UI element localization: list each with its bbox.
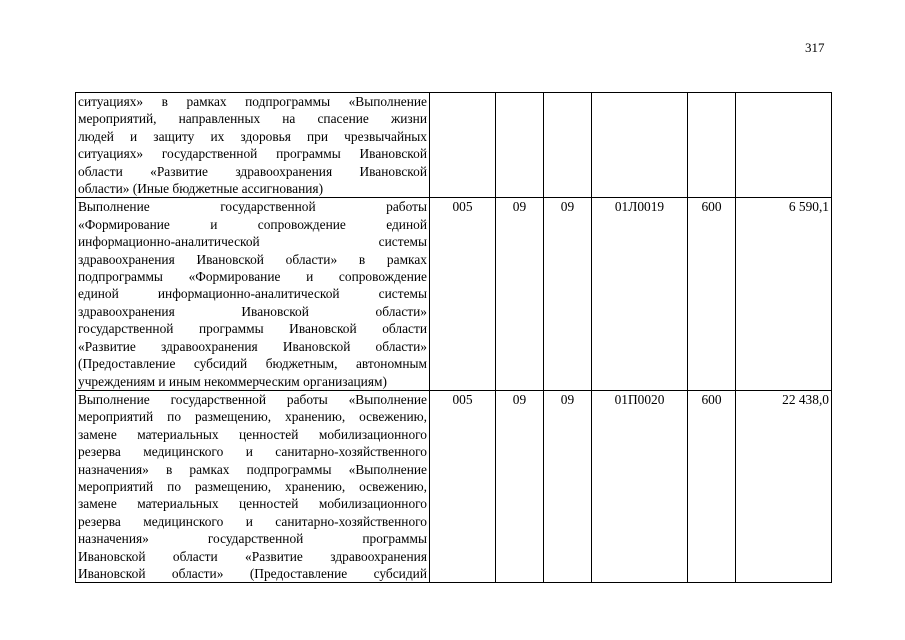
amount-value: 22 438,0 — [736, 390, 832, 582]
description-line: «Формирование и сопровождение единой — [78, 216, 427, 232]
description-line: подпрограммы «Формирование и сопровождение — [78, 269, 427, 285]
subsection-code — [544, 93, 592, 198]
table-row — [76, 390, 832, 582]
description-line: здравоохранения Ивановской области» в рамках — [78, 251, 427, 267]
target-article-code: 01Л0019 — [592, 198, 688, 390]
target-article-code — [592, 93, 688, 198]
description-line: людей и защиту их здоровья при чрезвычайных — [78, 128, 427, 144]
description-line: мероприятий, направленных на спасение жизни — [78, 111, 427, 127]
subsection-code: 09 — [544, 390, 592, 582]
description-line: «Развитие здравоохранения Ивановской области» — [78, 338, 427, 354]
description-line: замене материальных ценностей мобилизационного — [78, 426, 427, 442]
description-line: Выполнение государственной работы «Выполнение — [78, 391, 427, 407]
expense-type-code: 600 — [688, 198, 736, 390]
target-article-code: 01П0020 — [592, 390, 688, 582]
row-description — [76, 390, 430, 582]
amount-value — [736, 93, 832, 198]
section-code — [496, 93, 544, 198]
description-line: назначения» в рамках подпрограммы «Выполнение — [78, 461, 427, 477]
description-line: учреждениям и иным некоммерческим организациям) — [78, 373, 387, 389]
amount-value: 6 590,1 — [736, 198, 832, 390]
description-line: ситуациях» государственной программы Ивановской — [78, 146, 427, 162]
description-line: (Предоставление субсидий бюджетным, автономным — [78, 356, 427, 372]
description-line: области «Развитие здравоохранения Ивановской — [78, 163, 427, 179]
ministry-code: 005 — [430, 198, 496, 390]
ministry-code: 005 — [430, 390, 496, 582]
subsection-code: 09 — [544, 198, 592, 390]
ministry-code — [430, 93, 496, 198]
description-line: замене материальных ценностей мобилизационного — [78, 496, 427, 512]
description-line: Ивановской области «Развитие здравоохранения — [78, 548, 427, 564]
page-number: 317 — [805, 40, 825, 55]
row-description — [76, 93, 430, 198]
description-line: государственной программы Ивановской области — [78, 321, 427, 337]
description-line: области» (Иные бюджетные ассигнования) — [78, 181, 324, 197]
budget-table — [75, 92, 832, 583]
description-line: ситуациях» в рамках подпрограммы «Выполнение — [78, 94, 427, 109]
description-line: мероприятий по размещению, хранению, освежению, — [78, 409, 427, 425]
section-code: 09 — [496, 198, 544, 390]
table-row — [76, 93, 832, 198]
description-line: мероприятий по размещению, хранению, освежению, — [78, 478, 427, 494]
description-line: единой информационно-аналитической системы — [78, 286, 427, 302]
description-line: здравоохранения Ивановской области» — [78, 303, 427, 319]
row-description — [76, 198, 430, 390]
description-line: Выполнение государственной работы — [78, 199, 427, 215]
description-line: Ивановской области» (Предоставление субсидий — [78, 565, 427, 581]
expense-type-code: 600 — [688, 390, 736, 582]
description-line: информационно-аналитической системы — [78, 234, 427, 250]
description-line: назначения» государственной программы — [78, 531, 427, 547]
expense-type-code — [688, 93, 736, 198]
description-line: резерва медицинского и санитарно-хозяйственного — [78, 444, 427, 460]
table-row — [76, 198, 832, 390]
description-line: резерва медицинского и санитарно-хозяйственного — [78, 513, 427, 529]
section-code: 09 — [496, 390, 544, 582]
